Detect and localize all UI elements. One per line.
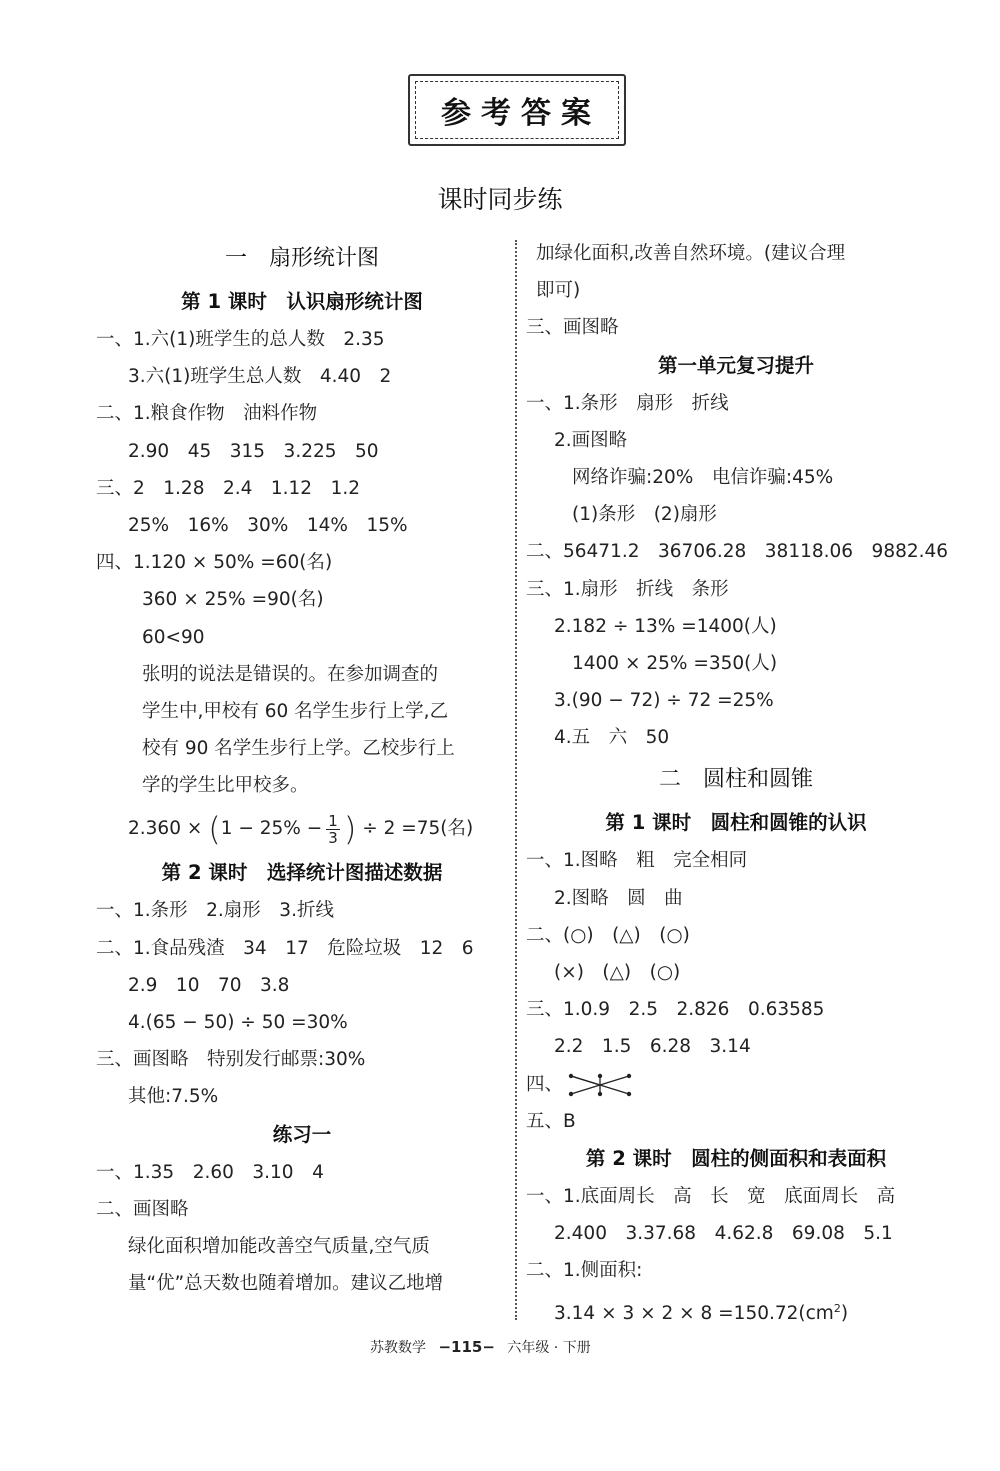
answer-line: 2.图略 圆 曲	[554, 887, 683, 909]
answer-line: 60<90	[142, 626, 205, 648]
lesson1-title: 第 1 课时 认识扇形统计图	[181, 290, 423, 313]
exercise1-title: 练习一	[272, 1122, 332, 1146]
answer-line: 量“优”总天数也随着增加。建议乙地增	[128, 1273, 444, 1295]
answer-line: (×) (△) (○)	[554, 962, 681, 983]
answer-line: 4.(65 − 50) ÷ 50 =30%	[128, 1012, 348, 1033]
answer-line: 3.六(1)班学生总人数 4.40 2	[128, 366, 392, 388]
answer-line: 三、2 1.28 2.4 1.12 1.2	[96, 477, 360, 499]
answer-line: 张明的说法是错误的。在参加调查的	[142, 663, 439, 685]
answer-line: 3.(90 − 72) ÷ 72 =25%	[554, 690, 774, 712]
answer-line: 学生中,甲校有 60 名学生步行上学,乙	[142, 700, 449, 722]
answer-line: 2.182 ÷ 13% =1400(人)	[554, 615, 777, 637]
answer-line: 学的学生比甲校多。	[142, 775, 309, 797]
right-paren: )	[343, 810, 357, 849]
footer-book: 苏教数学	[370, 1340, 426, 1356]
answer-line: 一、1.35 2.60 3.10 4	[96, 1161, 324, 1183]
equation-suffix: ÷ 2 =75(名)	[362, 818, 474, 840]
answer-line: 三、画图略	[526, 317, 619, 339]
answer-line: 加绿化面积,改善自然环境。(建议合理	[536, 243, 846, 264]
answer-line: 二、56471.2 36706.28 38118.06 9882.46	[526, 541, 949, 563]
answer-line: 4.五 六 50	[554, 727, 670, 749]
title-box	[408, 74, 626, 146]
answer-line: 2.90 45 315 3.225 50	[128, 440, 379, 462]
answer-line: 2.400 3.37.68 4.62.8 69.08 5.1	[554, 1223, 893, 1245]
formula-line	[526, 1290, 946, 1327]
answer-line: 二、画图略	[96, 1198, 189, 1220]
title-box-inner	[415, 81, 619, 139]
matching-lines-figure	[565, 1070, 635, 1100]
footer-grade: 六年级 · 下册	[507, 1340, 591, 1356]
lesson2-title: 第 2 课时 选择统计图描述数据	[161, 861, 443, 885]
fraction	[326, 813, 340, 846]
unit1-title: 一 扇形统计图	[224, 246, 379, 271]
answer-line: 网络诈骗:20% 电信诈骗:45%	[572, 466, 834, 488]
answer-line: 二、(○) (△) (○)	[526, 924, 690, 946]
formula-text: 3.14 × 3 × 2 × 8 =150.72(cm	[554, 1302, 834, 1324]
column-divider	[515, 240, 517, 1320]
matching-label: 四、	[526, 1073, 564, 1095]
left-column	[96, 235, 508, 1325]
lesson21-title: 第 1 课时 圆柱和圆锥的认识	[605, 811, 867, 835]
answer-line: 一、1.条形 扇形 折线	[526, 392, 729, 414]
answer-line: 绿化面积增加能改善空气质量,空气质	[128, 1235, 430, 1257]
answer-line: 校有 90 名学生步行上学。乙校步行上	[142, 738, 455, 760]
answer-line: 2.画图略	[554, 429, 628, 451]
page-footer	[370, 1332, 591, 1362]
answer-line: 一、1.六(1)班学生的总人数 2.35	[96, 329, 385, 350]
answer-line: 即可)	[536, 280, 581, 302]
fraction-numerator: 1	[328, 811, 338, 830]
answer-line: 一、1.底面周长 高 长 宽 底面周长 高	[526, 1185, 896, 1207]
answer-line: 一、1.图略 粗 完全相同	[526, 850, 748, 872]
matching-answer-line	[526, 1066, 946, 1103]
answer-line: 三、画图略 特别发行邮票:30%	[96, 1049, 366, 1071]
lesson22-title: 第 2 课时 圆柱的侧面积和表面积	[585, 1146, 887, 1170]
answer-line: 三、1.扇形 折线 条形	[526, 578, 729, 600]
left-paren: (	[208, 810, 221, 849]
right-column	[526, 235, 949, 1325]
answer-line: 360 × 25% =90(名)	[142, 589, 324, 611]
answer-line: 二、1.食品残渣 34 17 危险垃圾 12 6	[96, 937, 474, 959]
unit2-title: 二 圆柱和圆锥	[658, 767, 813, 793]
answer-line: 2.9 10 70 3.8	[128, 974, 290, 996]
page-subtitle: 课时同步练	[437, 185, 563, 214]
equation-prefix: 2.360 ×	[128, 818, 203, 840]
answer-line: (1)条形 (2)扇形	[572, 504, 717, 526]
answer-line: 三、1.0.9 2.5 2.826 0.63585	[526, 999, 825, 1021]
answer-line: 二、1.粮食作物 油料作物	[96, 403, 318, 425]
unit1-review-title: 第一单元复习提升	[657, 353, 814, 377]
fraction-equation	[96, 804, 508, 854]
answer-line: 二、1.侧面积:	[526, 1260, 643, 1282]
answer-line: 四、1.120 × 50% =60(名)	[96, 552, 333, 574]
answer-line: 一、1.条形 2.扇形 3.折线	[96, 900, 334, 922]
fraction-denominator: 3	[328, 828, 338, 847]
formula-end: )	[840, 1302, 849, 1324]
answer-line: 2.2 1.5 6.28 3.14	[554, 1036, 751, 1058]
answer-line: 25% 16% 30% 14% 15%	[128, 514, 408, 536]
equation-middle: 1 − 25% −	[220, 818, 323, 840]
answer-line: 五、B	[526, 1110, 576, 1132]
answer-line: 其他:7.5%	[128, 1086, 219, 1108]
answer-line: 1400 × 25% =350(人)	[572, 652, 778, 674]
page-title: 参考答案	[441, 96, 601, 131]
formula-superscript: 2	[833, 1301, 841, 1315]
page-number: −115−	[438, 1338, 495, 1356]
